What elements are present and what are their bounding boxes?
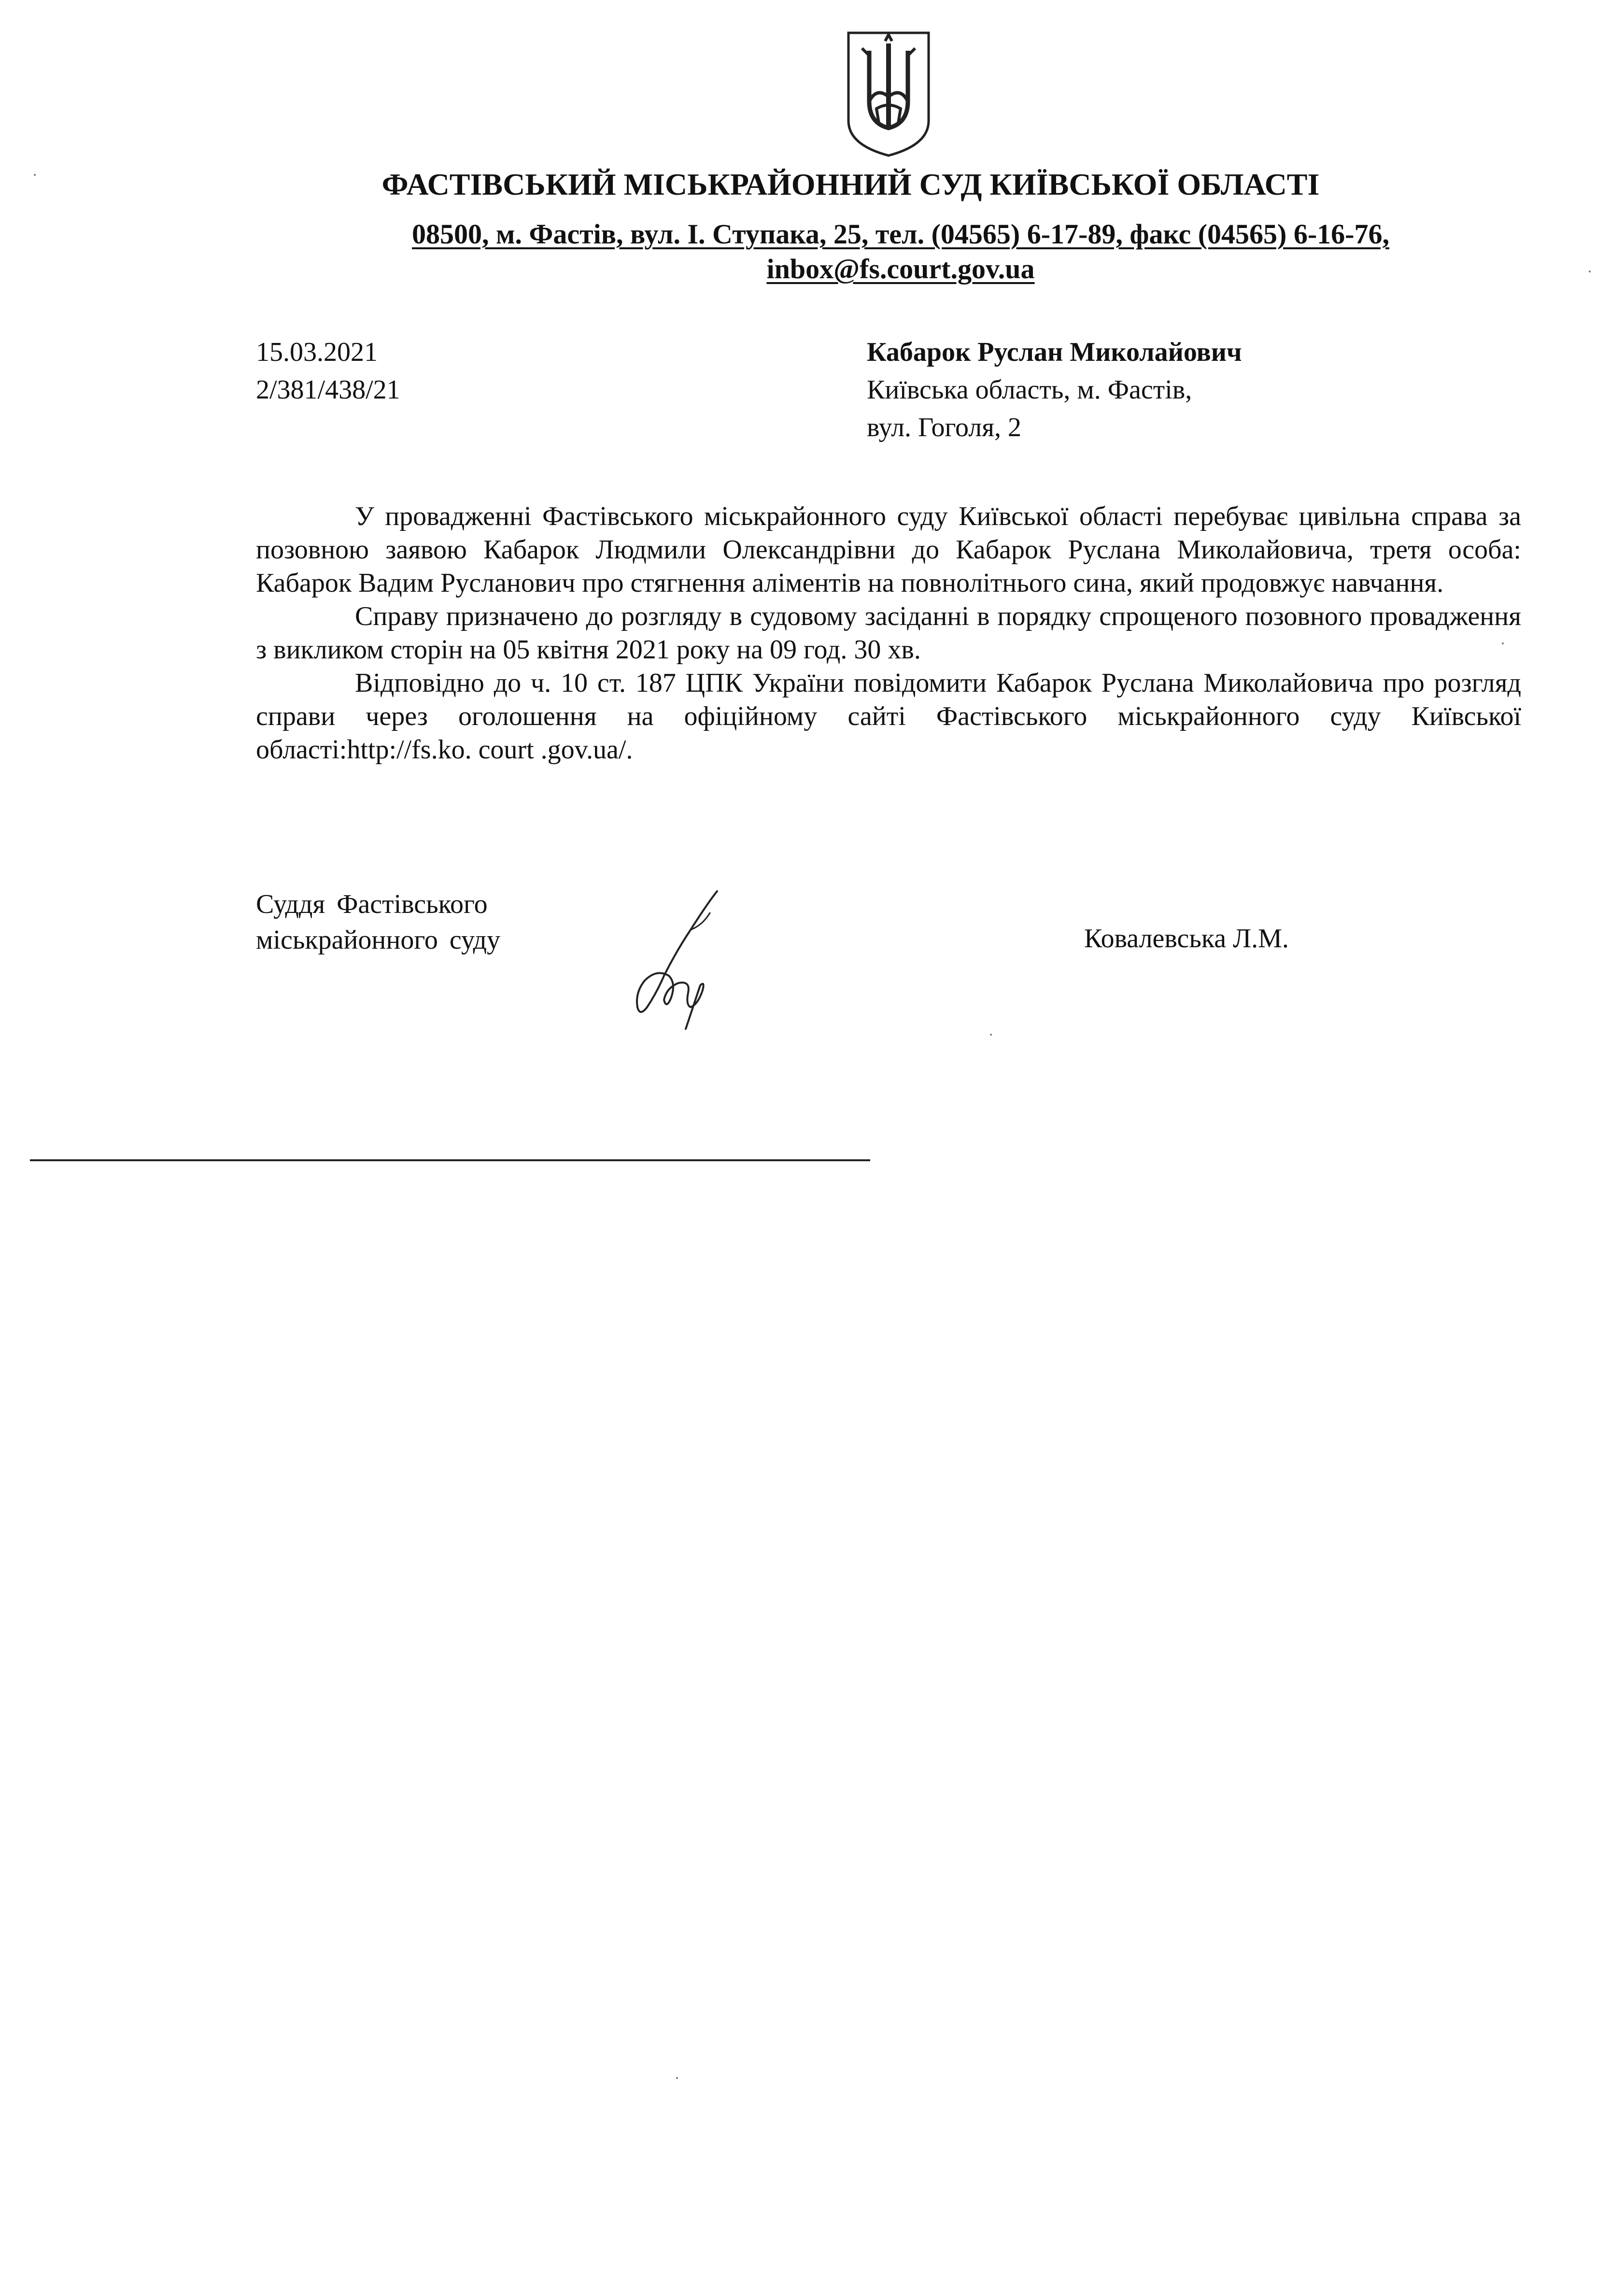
scan-speck [676, 2077, 678, 2079]
document-ref-number: 2/381/438/21 [256, 375, 400, 405]
judge-name: Ковалевська Л.М. [1084, 924, 1289, 954]
scan-speck [1502, 642, 1504, 644]
recipient-address-line2: вул. Гоголя, 2 [867, 413, 1022, 442]
recipient-name: Кабарок Руслан Миколайович [867, 337, 1242, 367]
letter-body [256, 500, 1521, 767]
body-paragraph: Справу призначено до розгляду в судовому засіданні в порядку спрощеного позовного провадження з викликом сторін на 05 квітня 2021 року на 09 год. 30 хв. [256, 601, 1521, 665]
scan-speck [34, 174, 36, 176]
document-meta [256, 333, 400, 409]
judge-title-line1: Суддя Фастівського [256, 889, 488, 919]
court-address [367, 217, 1434, 286]
recipient-address-line1: Київська область, м. Фастів, [867, 375, 1192, 405]
court-email-link[interactable]: inbox@fs.court.gov.ua [766, 253, 1035, 285]
handwritten-signature [618, 884, 729, 1034]
coat-of-arms-icon [843, 29, 934, 159]
scan-speck [990, 1034, 992, 1036]
judge-title [256, 886, 500, 958]
document-date: 15.03.2021 [256, 337, 378, 367]
recipient-block [867, 333, 1242, 446]
court-name: ФАСТІВСЬКИЙ МІСЬКРАЙОННИЙ СУД КИЇВСЬКОЇ ОБЛАСТІ [381, 167, 1320, 201]
body-paragraph: Відповідно до ч. 10 ст. 187 ЦПК України повідомити Кабарок Руслана Миколайовича про розгляд справи через оголошення на офіційному сайті Фастівського міськрайонного суду Київської області:http://fs.ko. court .gov.ua/. [256, 668, 1521, 765]
judge-title-line2: міськрайонного суду [256, 925, 501, 955]
court-email-line [367, 252, 1434, 286]
footer-divider [30, 1159, 870, 1161]
body-paragraph: У провадженні Фастівського міськрайонного суду Київської області перебуває цивільна справа за позовною заявою Кабарок Людмили Олександрівни до Кабарок Руслана Миколайовича, третя особа: Кабарок Вадим Русланович про стягнення аліментів на повнолітнього сина, який продовжує навчання. [256, 501, 1521, 598]
court-address-line: 08500, м. Фастів, вул. І. Ступака, 25, тел. (04565) 6-17-89, факс (04565) 6-16-76, [412, 218, 1389, 250]
scan-speck [1589, 271, 1591, 272]
